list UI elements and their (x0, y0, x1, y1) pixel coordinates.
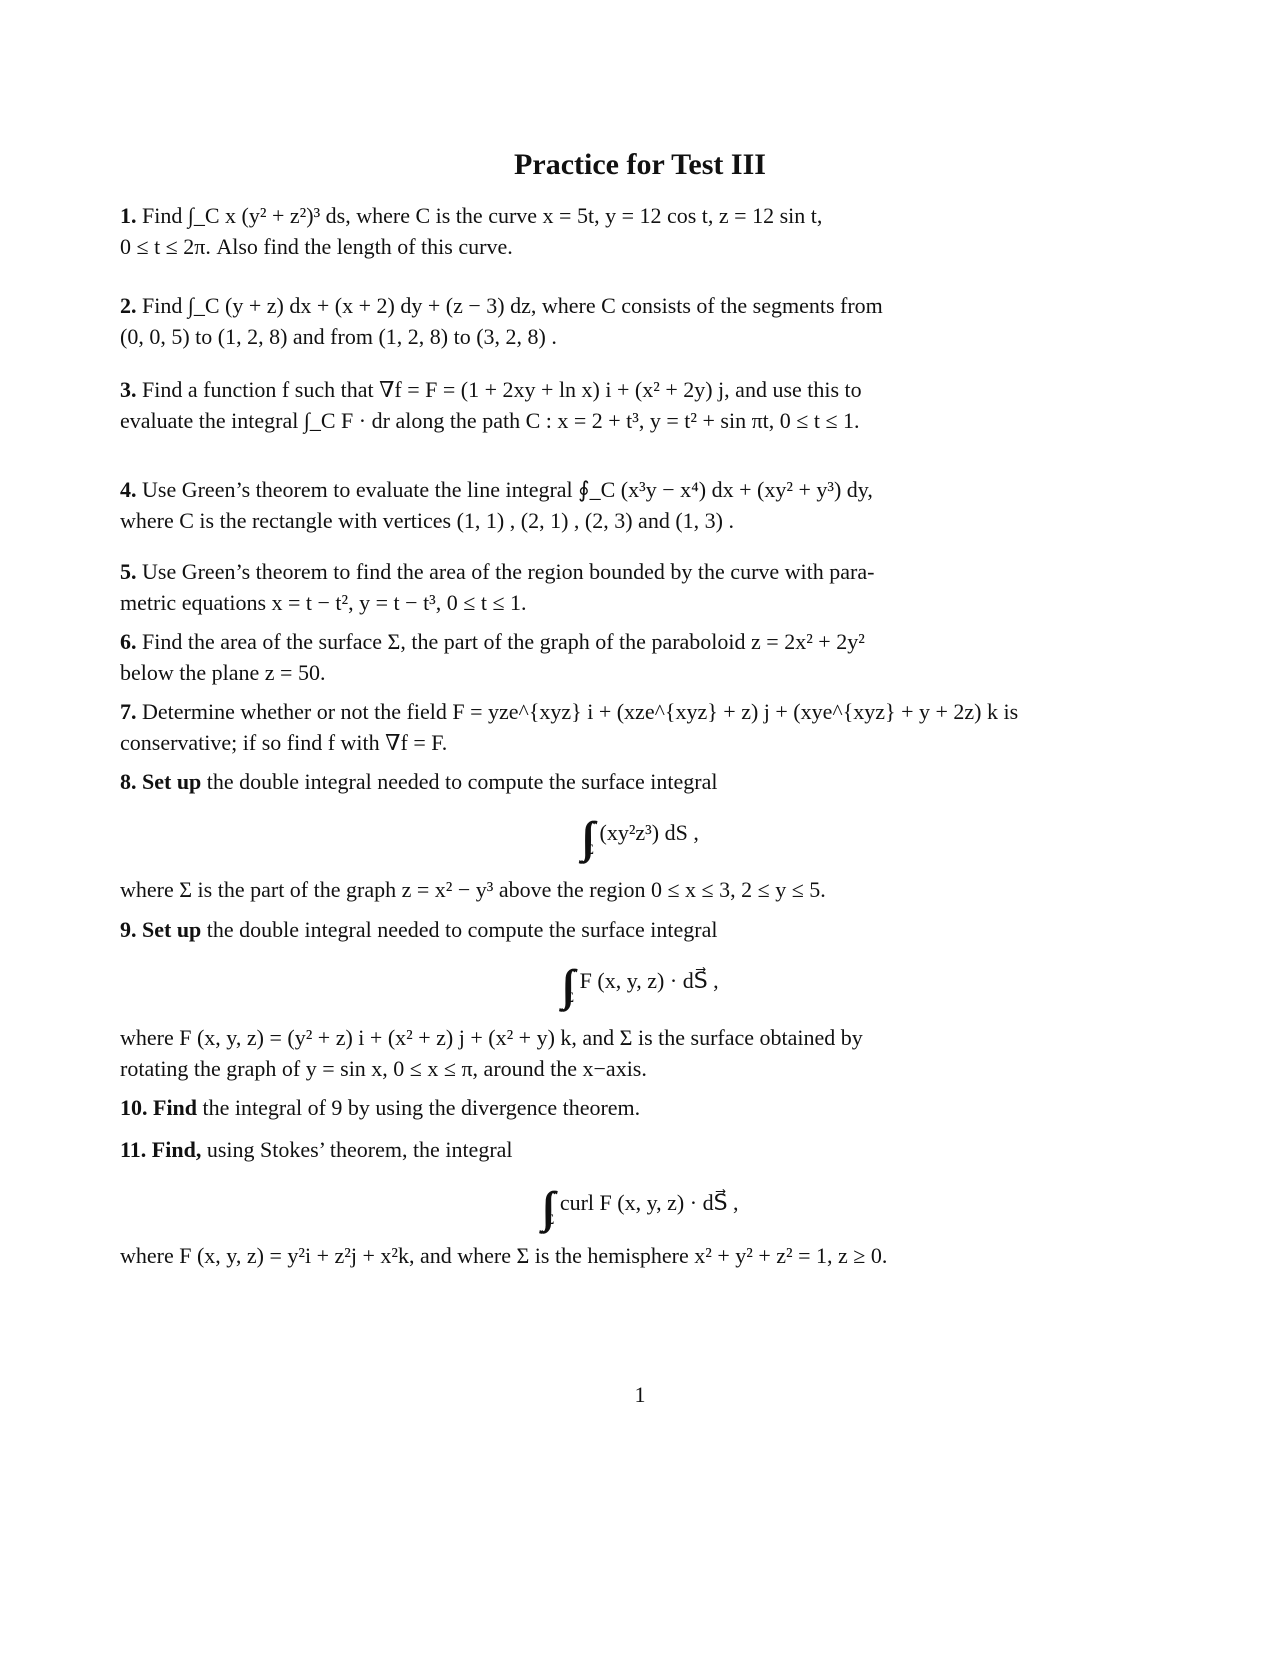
integrand: (xy²z³) dS , (599, 820, 699, 845)
problem-number: 9. (120, 917, 137, 942)
problem-number: 1. (120, 203, 137, 228)
double-integral-symbol: ∫∫ (581, 813, 586, 862)
problem-number: 10. (120, 1095, 148, 1120)
problem-text: conservative; if so find f with ∇f = F. (120, 730, 448, 755)
problem-text: Use Green’s theorem to find the area of the region bounded by the curve with para- (142, 559, 875, 584)
problem-text: where C is the rectangle with vertices (1, 1) , (2, 1) , (2, 3) and (1, 3) . (120, 508, 734, 533)
problem-2 (120, 290, 1070, 352)
problem-number: 2. (120, 293, 137, 318)
problem-number: 6. (120, 629, 137, 654)
problem-11-continuation (120, 1240, 1070, 1271)
problem-number: 11. (120, 1137, 147, 1162)
problem-9 (120, 914, 1070, 945)
problem-10 (120, 1092, 1070, 1123)
problem-text: where F (x, y, z) = y²i + z²j + x²k, and where Σ is the hemisphere x² + y² + z² = 1, z ≥ 0. (120, 1243, 888, 1268)
problem-keyword: Set up (142, 769, 202, 794)
problem-text: below the plane z = 50. (120, 660, 326, 685)
problem-text: where Σ is the part of the graph z = x² − y³ above the region 0 ≤ x ≤ 3, 2 ≤ y ≤ 5. (120, 877, 826, 902)
integral-domain: Σ (565, 990, 575, 1006)
problem-text: (0, 0, 5) to (1, 2, 8) and from (1, 2, 8) to (3, 2, 8) . (120, 324, 557, 349)
display-equation-11 (0, 1183, 1280, 1232)
problem-keyword: Find, (151, 1137, 202, 1162)
problem-text: Find the area of the surface Σ, the part of the graph of the paraboloid z = 2x² + 2y² (142, 629, 865, 654)
problem-text: the double integral needed to compute the surface integral (206, 769, 718, 794)
problem-9-continuation (120, 1022, 1070, 1084)
problem-7 (120, 696, 1070, 758)
problem-text: the integral of 9 by using the divergence theorem. (202, 1095, 641, 1120)
problem-8 (120, 766, 1070, 797)
problem-number: 3. (120, 377, 137, 402)
integrand: curl F (x, y, z) · dS⃗ , (559, 1190, 739, 1215)
problem-text: Use Green’s theorem to evaluate the line integral ∮_C (x³y − x⁴) dx + (xy² + y³) dy, (142, 477, 873, 502)
problem-text: using Stokes’ theorem, the integral (206, 1137, 513, 1162)
problem-8-continuation (120, 874, 1070, 905)
problem-5 (120, 556, 1070, 618)
problem-text: Determine whether or not the field F = yze^{xyz} i + (xze^{xyz} + z) j + (xye^{xyz} + y + 2z) k is (142, 699, 1019, 724)
problem-11 (120, 1134, 1070, 1165)
problem-text: the double integral needed to compute the surface integral (206, 917, 718, 942)
problem-number: 8. (120, 769, 137, 794)
problem-6 (120, 626, 1070, 688)
page-title: Practice for Test III (514, 148, 766, 181)
integral-domain: Σ (545, 1212, 555, 1228)
double-integral-symbol: ∫∫ (541, 1183, 546, 1232)
problem-text: Find a function f such that ∇f = F = (1 + 2xy + ln x) i + (x² + 2y) j, and use this to (142, 377, 862, 402)
problem-text: 0 ≤ t ≤ 2π. Also find the length of this curve. (120, 234, 513, 259)
problem-text: Find ∫_C (y + z) dx + (x + 2) dy + (z − 3) dz, where C consists of the segments from (142, 293, 883, 318)
display-equation-9 (0, 961, 1280, 1010)
problem-text: evaluate the integral ∫_C F · dr along the path C : x = 2 + t³, y = t² + sin πt, 0 ≤ t ≤ 1. (120, 408, 860, 433)
integral-domain: Σ (585, 842, 594, 858)
problem-1 (120, 200, 1070, 262)
integrand: F (x, y, z) · dS⃗ , (579, 968, 719, 993)
double-integral-symbol: ∫∫ (561, 961, 566, 1010)
page-number: 1 (634, 1382, 646, 1407)
display-equation-8 (0, 813, 1280, 862)
problem-keyword: Find (153, 1095, 198, 1120)
problem-number: 5. (120, 559, 137, 584)
problem-number: 7. (120, 699, 137, 724)
problem-number: 4. (120, 477, 137, 502)
problem-text: where F (x, y, z) = (y² + z) i + (x² + z) j + (x² + y) k, and Σ is the surface obtained by (120, 1025, 863, 1050)
problem-4 (120, 474, 1070, 536)
problem-keyword: Set up (142, 917, 202, 942)
problem-text: Find ∫_C x (y² + z²)³ ds, where C is the curve x = 5t, y = 12 cos t, z = 12 sin t, (142, 203, 823, 228)
problem-3 (120, 374, 1070, 436)
problem-text: metric equations x = t − t², y = t − t³, 0 ≤ t ≤ 1. (120, 590, 527, 615)
problem-text: rotating the graph of y = sin x, 0 ≤ x ≤ π, around the x−axis. (120, 1056, 647, 1081)
